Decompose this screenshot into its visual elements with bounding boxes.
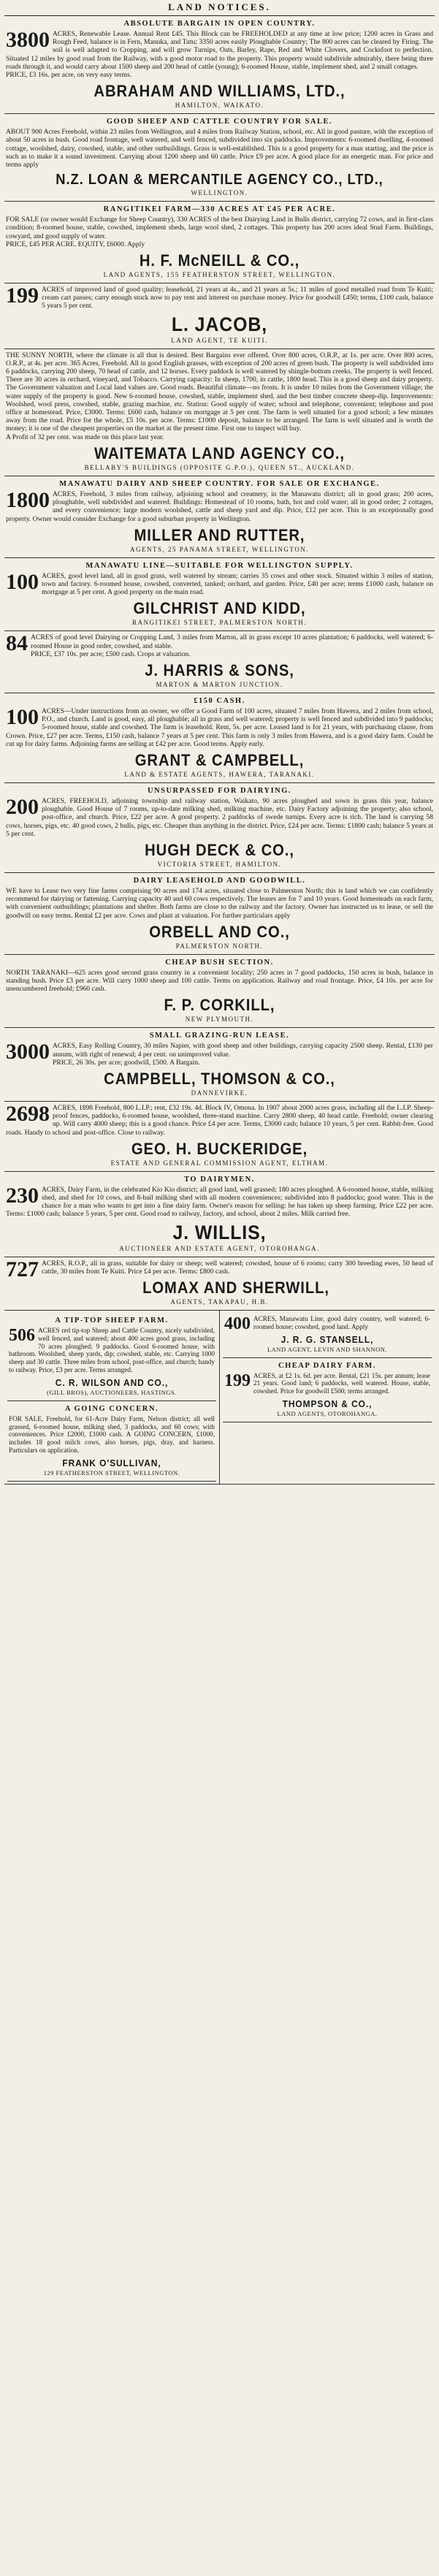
ad-heading: RANGITIKEI FARM—330 ACRES AT £45 PER ACRE. bbox=[103, 205, 336, 214]
ad-body-text: ACRES of good level Dairying or Cropping Land, 3 miles from Marton, all in grass except 10 acres plantation; 6 paddocks, well watered; 6-roomed House in good order, cowshed, and stable. bbox=[31, 633, 433, 650]
advertiser-name: ORBELL AND CO., bbox=[149, 922, 290, 941]
ad-price: PRICE, £3 16s. per acre, on very easy terms. bbox=[6, 71, 132, 80]
ad-body-paragraph bbox=[9, 1327, 215, 1374]
advertiser-name: ABRAHAM AND WILLIAMS, LTD., bbox=[93, 82, 346, 101]
ad-body-paragraph bbox=[6, 216, 433, 240]
ad-heading: CHEAP BUSH SECTION. bbox=[165, 958, 274, 967]
advertisement bbox=[4, 1257, 435, 1311]
advertiser-name: MILLER AND RUTTER, bbox=[134, 525, 305, 544]
advertiser-address: (GILL BROS), AUCTIONEERS, HASTINGS. bbox=[47, 1388, 177, 1396]
ad-body-text: FOR SALE, Freehold, for 61-Acre Dairy Farm, Nelson district; all well grassed, 6-roomed house, milking shed, 3 paddocks, and 60 cows; with conveniences. Price £2000, £1000 cash. A GOING CONCERN, £1000, includes 18 good milch cows, also horses, pigs, dray, and harness. Particulars on application. bbox=[9, 1414, 215, 1454]
ad-body-text: ACRES red tip-top Sheep and Cattle Country, nicely subdivided, well fenced, and watered; about 400 acres good grass, including 70 acres ploughed; 9 paddocks. Good 6-roomed house, with bathroom. Woolshed, sheep yards, dip; cowshed, stable, etc. Carrying 1000 sheep and 30 cattle. Three miles from school, post-office, and church; handy to railway. Price, £3 per acre. Terms arranged. bbox=[9, 1327, 215, 1373]
bottom-right-column bbox=[219, 1311, 435, 1484]
ad-heading: A TIP-TOP SHEEP FARM. bbox=[55, 1316, 169, 1325]
advertiser-name: LOMAX AND SHERWILL, bbox=[142, 1279, 329, 1297]
ad-body-paragraph bbox=[6, 1101, 433, 1137]
ad-body-text: ACRES, FREEHOLD, adjoining township and railway station, Waikato, 90 acres ploughed and sown in grass this year, balance ploughable. Good House of 7 rooms, up-to-date milking shed, milking machine, etc. Dairy Factory adjoining the property; also school, post-office, and church. Price, £22 per acre. A good property. 2 paddocks of swede turnips. Every acre is rich. The land is carrying 58 cows, horses, pigs, etc. 40 good cows, 2 bulls, pigs, etc. Cheaper than anything in the district. Price, £24 per acre. Terms: £1800 cash; balance 5 years at 5 per cent. bbox=[6, 796, 433, 838]
advertiser-address: NEW PLYMOUTH. bbox=[185, 1015, 254, 1024]
advertisement bbox=[4, 202, 435, 283]
masthead: LAND NOTICES. bbox=[4, 0, 435, 16]
advertiser-name: J. HARRIS & SONS, bbox=[145, 660, 294, 679]
advertiser-address: ESTATE AND GENERAL COMMISSION AGENT, ELTHAM. bbox=[110, 1159, 329, 1167]
ads-column bbox=[4, 16, 435, 1311]
ad-body-paragraph bbox=[6, 1183, 433, 1219]
ad-body-paragraph bbox=[6, 969, 433, 994]
ad-body-paragraph bbox=[6, 569, 433, 597]
ad-body-paragraph bbox=[6, 351, 433, 433]
ad-heading: MANAWATU DAIRY AND SHEEP COUNTRY. FOR SALE OR EXCHANGE. bbox=[59, 479, 380, 488]
advertiser-address: 129 FEATHERSTON STREET, WELLINGTON. bbox=[43, 1468, 180, 1476]
ad-price: PRICE, £37 10s. per acre; £500 cash. Crops at valuation. bbox=[31, 649, 191, 658]
advertiser-name: J. WILLIS, bbox=[172, 1221, 267, 1243]
advertiser-name: H. F. McNEILL & CO., bbox=[139, 251, 300, 270]
advertisement bbox=[223, 1313, 432, 1358]
advertisement bbox=[4, 476, 435, 558]
advertisement bbox=[4, 1028, 435, 1102]
advertiser-name: L. JACOB, bbox=[171, 313, 268, 335]
advertiser-address: HAMILTON, WAIKATO. bbox=[175, 102, 264, 110]
ad-heading: CHEAP DAIRY FARM. bbox=[278, 1361, 376, 1370]
advertiser-address: AUCTIONEER AND ESTATE AGENT, OTOROHANGA. bbox=[119, 1244, 320, 1252]
ad-acreage: 2698 bbox=[6, 1101, 50, 1126]
advertiser-address: LAND AGENTS, OTOROHANGA. bbox=[277, 1410, 378, 1417]
ad-body-text: ACRES, at £2 1s. 6d. per acre. Rental, £21 15s. per annum; lease 21 years. Good land; 6 paddocks, well watered. House, stable, cowshed. Price for goodwill £500; terms arranged. bbox=[253, 1371, 430, 1395]
ad-body-paragraph bbox=[6, 1257, 433, 1281]
newspaper-page bbox=[4, 0, 435, 2569]
ad-acreage: 1800 bbox=[6, 487, 50, 512]
ad-heading: ABSOLUTE BARGAIN IN OPEN COUNTRY. bbox=[123, 20, 316, 28]
ad-acreage: 100 bbox=[6, 569, 39, 594]
ad-acreage: 199 bbox=[224, 1371, 251, 1390]
ad-price: PRICE, £45 PER ACRE. EQUITY, £6000. Apply bbox=[6, 240, 145, 248]
ad-body-paragraph bbox=[6, 487, 433, 523]
advertiser-address: WELLINGTON. bbox=[191, 189, 248, 197]
advertiser-address: LAND & ESTATE AGENTS, HAWERA, TARANAKI. bbox=[124, 770, 315, 778]
advertisement bbox=[4, 283, 435, 349]
advertiser-name: CAMPBELL, THOMSON & CO., bbox=[104, 1069, 335, 1088]
advertisement bbox=[7, 1313, 216, 1401]
advertiser-name: WAITEMATA LAND AGENCY CO., bbox=[94, 443, 345, 462]
advertiser-name: C. R. WILSON AND CO., bbox=[55, 1376, 169, 1388]
advertisement bbox=[4, 349, 435, 476]
ad-body-text: ACRES, 1898 Freehold, 800 L.I.P.; rent, £32 19s. 4d. Block IV, Omona. In 1907 about 2000 acres grass, including all the L.I.P. Sheep-proof fences, paddocks, 6-roomed house, woolshed, three-stand machine. Carry 2800 sheep, 40 head cattle. Freehold; owner clearing up. Will carry 4000 sheep; this is a good chance. Price £4 per acre. Terms, £3000 cash; balance 10 years, 5 per cent. Rabbit-free. Good roads. Handy to school and post-office. Close to railway. bbox=[6, 1103, 433, 1137]
ad-heading: DAIRY LEASEHOLD AND GOODWILL. bbox=[133, 876, 306, 885]
ad-body-text: ACRES, Dairy Farm, in the celebrated Kio Kio district; all good land, well grassed; 180 acres ploughed. A 6-roomed house, stable, milking shed, and shed for 10 cows, and 8-bail milking shed with all modern conveniences; subdivided into 8 paddocks; good water. This is the chance for a man who wants to get into a fine dairy farm. Owner's reason for selling: he has taken up sheep farming. Price £22 per acre. Terms: £1000 cash; balance 5 years, 5 per cent. Good road to railway, factory, and school, about 2 miles. Milk carried free. bbox=[6, 1185, 433, 1219]
advertisement bbox=[4, 631, 435, 693]
advertiser-name: FRANK O'SULLIVAN, bbox=[62, 1457, 161, 1468]
ad-acreage: 400 bbox=[224, 1314, 251, 1334]
ad-acreage: 200 bbox=[6, 794, 39, 819]
ad-body-paragraph bbox=[9, 1415, 215, 1455]
ad-acreage: 84 bbox=[6, 631, 28, 656]
advertiser-address: BELLABY'S BUILDINGS (OPPOSITE G.P.O.), QUEEN ST., AUCKLAND. bbox=[84, 463, 355, 471]
advertisement bbox=[4, 114, 435, 202]
advertisement bbox=[4, 783, 435, 873]
ad-body-text: ACRES, Freehold, 3 miles from railway, adjoining school and creamery, in the Manawatu district; all in good grass; 200 acres, ploughable, well subdivided and watered. Buildings: Homestead of 10 rooms, bath, hot and cold water; all in good order; 2 cottages, and every convenience; large modern woolshed, cattle and sheep yard and dip. Price, £12 per acre. This is an exceptionally good property. Owner would consider Exchange for a good suburban property in Wellington. bbox=[6, 489, 433, 523]
ad-price: PRICE, 26 30s. per acre; goodwill, £500. A Bargain. bbox=[53, 1058, 200, 1067]
advertisement bbox=[4, 558, 435, 632]
ad-body-paragraph bbox=[224, 1314, 430, 1334]
advertiser-address: RANGITIKEI STREET, PALMERSTON NORTH. bbox=[131, 619, 308, 627]
advertiser-name: GEO. H. BUCKERIDGE, bbox=[131, 1139, 308, 1158]
advertiser-address: DANNEVIRKE. bbox=[191, 1089, 248, 1097]
advertiser-name: THOMPSON & CO., bbox=[282, 1398, 373, 1409]
ad-body-paragraph bbox=[6, 30, 433, 71]
advertiser-address: AGENTS, 25 PANAMA STREET, WELLINGTON. bbox=[130, 545, 309, 553]
ad-heading: UNSURPASSED FOR DAIRYING. bbox=[147, 786, 292, 795]
ad-body-text: ACRES, R.O.P., all in grass, suitable for dairy or sheep; well watered; cowshed, house of 6 rooms; carry 300 breeding ewes, 50 head of cattle, 30 miles from Te Kuiti. Price £4 per acre. Terms: £800 cash. bbox=[42, 1259, 433, 1276]
ad-body-text: ACRES, Easy Rolling Country, 30 miles Napier, with good sheep and other buildings, carrying capacity 2500 sheep. Rental, £130 per annum, with right of renewal; 4 per cent. on unimproved value. bbox=[53, 1042, 433, 1059]
ad-body-text: THE SUNNY NORTH, where the climate is all that is desired. Best Bargains ever offered. Over 800 acres, O.R.P., at 1s. per acre. Over 800 acres, O.R.P., at 4s. per acre. 365 Acres, Freehold. All in good English grasses, with exception of 200 acres of green bush. The property is well subdivided into 6 paddocks, carrying 200 sheep, 70 head of cattle, and 12 horses. Every paddock is well watered by shingle-bottom creeks. The property is well fenced. There are 30 acres in orchard, vineyard, and Tobacco. Carrying capacity: In sheep, 1700, in cattle, 1800 head. This is a good sheep and dairy property. The Government valuation and Local land values are. Good roads. Beautiful climate—no frosts. It is under 10 miles from the Government village; the water supply of the property is good. New 6-roomed house, cowshed, stable, implement shed, and the best timber concrete sheep-dip. Improvements: Woolshed, wool press, cowshed, stable, grazing machine, etc. Station: Good supply of water; school and telephone, convenient; telephone and post office at homestead. Price, £3000. Terms: £600 cash, balance on mortgage at 5 per cent. The farm is well situated for a good school; a few minutes away from the road. Price for the whole, £5 10s. per acre. Terms: £1000 deposit, balance to be arranged. The farm is well situated and is worth the money; it is one of the cheapest properties on the market at the present time. First one to inspect will buy. bbox=[6, 351, 433, 433]
advertisement bbox=[4, 955, 435, 1029]
advertiser-name: GILCHRIST AND KIDD, bbox=[133, 599, 306, 618]
bottom-columns bbox=[4, 1311, 435, 1485]
advertisement bbox=[4, 1102, 435, 1172]
ad-heading: MANAWATU LINE—SUITABLE FOR WELLINGTON SUPPLY. bbox=[85, 561, 354, 570]
ad-body-text: ACRES of improved land of good quality; leasehold, 21 years at 4s., and 21 years at 5s.; 11 miles of good metalled road from Te Kuiti; cream cart passes; carry enough stock now to pay rent and interest on purchase money. Price for goodwill £450; terms, £100 cash, balance 5 years 5 per cent. bbox=[42, 286, 433, 310]
advertiser-address: MARTON & MARTON JUNCTION. bbox=[156, 680, 283, 688]
ad-price: A Profit of 32 per cent. was made on this place last year. bbox=[6, 432, 164, 441]
ad-body-paragraph bbox=[6, 704, 433, 748]
advertisement bbox=[4, 1172, 435, 1257]
ad-body-text: ABOUT 900 Acres Freehold, within 23 miles from Wellington, and 4 miles from Railway Station, school, etc. All in good pasture, with the exception of about 50 acres in bush. Good road frontage, well watered, and well fenced, subdivided into six paddocks. Improvements: 6-roomed dwelling, 4-roomed cottage, woolshed, dairy, cowshed, stable, and other outbuildings. Grass is well-established. This is a good property for a man starting, and the price is such as to make it a sound investment. Carrying about 1200 sheep and 60 cattle. Price £9 per acre. A good place for an energetic man. For price and terms apply bbox=[6, 128, 433, 169]
advertiser-name: F. P. CORKILL, bbox=[164, 996, 275, 1015]
advertiser-address: LAND AGENT, LEVIN AND SHANNON. bbox=[267, 1345, 388, 1353]
ad-body-text: ACRES, Renewable Lease. Annual Rent £45. This Block can be FREEHOLDED at any time at low price; 1200 acres in Grass and Rough Feed, balance is in Fern, Manuka, and Tutu; 3350 acres easily Ploughable Country; The 800 acres can be cleared by Firing. The soil is well adapted to Cropping, and will grow Turnips, Oats, Barley, Rape, Red and White Clovers, and Cocksfoot to perfection. Situated 12 miles by good road from the Railway, with a good motor road to the property. This property would subdivide admirably, there being three roads through it, and would carry about 1500 sheep and 200 head of cattle (young); 6-roomed House, stable, implement shed, and 2 small cottages. bbox=[6, 30, 433, 71]
advertiser-address: PALMERSTON NORTH. bbox=[175, 942, 264, 950]
advertiser-address: VICTORIA STREET, HAMILTON. bbox=[157, 860, 282, 868]
ad-body-text: FOR SALE (or owner would Exchange for Sheep Country), 330 ACRES of the best Dairying Land in Bulls district, carrying 72 cows, and in first-class condition; 8-roomed house, stable, cowshed, implement sheds, large wool shed, 2 cottages. This property has 200 acres ideal Stud Farm. Buildings, cowyard, and good supply of water. bbox=[6, 216, 433, 240]
ad-heading: A GOING CONCERN. bbox=[64, 1404, 159, 1413]
advertisement bbox=[4, 693, 435, 783]
ad-body-paragraph bbox=[224, 1372, 430, 1395]
ad-acreage: 3000 bbox=[6, 1040, 50, 1064]
ad-body-paragraph bbox=[6, 283, 433, 310]
ad-body-text: ACRES—Under instructions from an owner, we offer a Good Farm of 100 acres, situated 7 miles from Hawera, and 2 miles from school, P.O., and church. Land is good, easy, all ploughable; all in grass and well watered; property is well fenced and subdivided into 9 paddocks; 5-roomed house, stable and cowshed. The farm is leasehold. Rent, 5s. per acre. Leased land is for 21 years, with purchasing clause, from Crown. Price, £27 per acre. Terms, £150 cash, balance 7 years at 5 per cent. This farm is only 3 miles from Hawera, and is a good dairy farm. Could be cut up for dairy farms. Adjoining farms are selling at £42 per acre. Good terms. Apply early. bbox=[6, 706, 433, 748]
ad-acreage: 199 bbox=[6, 283, 39, 308]
ad-acreage: 727 bbox=[6, 1257, 39, 1281]
ad-heading: £150 CASH. bbox=[194, 696, 245, 705]
ad-body-paragraph bbox=[6, 128, 433, 169]
ad-body-paragraph bbox=[6, 794, 433, 838]
ad-acreage: 506 bbox=[9, 1326, 35, 1346]
advertiser-address: AGENTS, TAKAPAU, H.B. bbox=[170, 1298, 269, 1306]
advertiser-address: LAND AGENTS, 155 FEATHERSTON STREET, WELLINGTON. bbox=[103, 271, 336, 279]
ad-heading: GOOD SHEEP AND CATTLE COUNTRY FOR SALE. bbox=[106, 118, 333, 126]
ad-heading: SMALL GRAZING-RUN LEASE. bbox=[149, 1032, 290, 1040]
ad-body-text: ACRES, good level land, all in good grass, well watered by stream; carries 35 cows and other stock. Situated within 3 miles of station, town and factory. 6-roomed house, cowshed, converted, tanked; orchard, and garden. Price, £40 per acre; terms £1000 cash, balance on mortgage at 5 per cent. A good property on the main road. bbox=[42, 571, 433, 597]
ad-body-text: NORTH TARANAKI—625 acres good second grass country in a convenient locality; 250 acres in 7 good paddocks, 150 acres in bush, balance in standing bush. Price £3 per acre. Will carry 1000 sheep and 100 cattle. Terms on application. Railway and road frontage. Price, £4 10s. per acre for unencumbered freehold; £960 cash. bbox=[6, 968, 433, 994]
advertiser-name: N.Z. LOAN & MERCANTILE AGENCY CO., LTD., bbox=[56, 172, 383, 188]
ad-body-paragraph bbox=[6, 887, 433, 920]
advertiser-address: LAND AGENT, TE KUITI. bbox=[171, 336, 268, 344]
advertiser-name: GRANT & CAMPBELL, bbox=[134, 750, 305, 769]
ad-body-text: ACRES, Manawatu Line, good dairy country, well watered; 6-roomed house; cowshed, good land. Apply bbox=[253, 1315, 430, 1330]
advertisement bbox=[223, 1358, 432, 1422]
advertisement bbox=[4, 16, 435, 114]
advertiser-name: J. R. G. STANSELL, bbox=[280, 1333, 374, 1345]
advertisement bbox=[4, 873, 435, 955]
ad-acreage: 230 bbox=[6, 1183, 39, 1208]
bottom-left-column bbox=[4, 1311, 219, 1484]
advertisement bbox=[7, 1401, 216, 1482]
ad-heading: TO DAIRYMEN. bbox=[184, 1175, 255, 1184]
advertiser-name: HUGH DECK & CO., bbox=[145, 840, 294, 859]
ad-acreage: 3800 bbox=[6, 28, 50, 52]
ad-acreage: 100 bbox=[6, 704, 39, 729]
ad-body-text: WE have to Lease two very fine farms comprising 90 acres and 174 acres, situated close to Palmerston North; this is land which we can confidently recommend for dairying or fattening. Carrying capacity 40 and 60 cows respectively. The leases are for 7 and 10 years. Good homesteads on each farm, with convenient outbuildings; plantations and shelter. Both farms are close to the railway and the factory. Owner has instructed us to lease, or sell the goodwill on easy terms. Rental £2 per acre. Cows and plant at valuation. For further particulars apply bbox=[6, 886, 433, 920]
